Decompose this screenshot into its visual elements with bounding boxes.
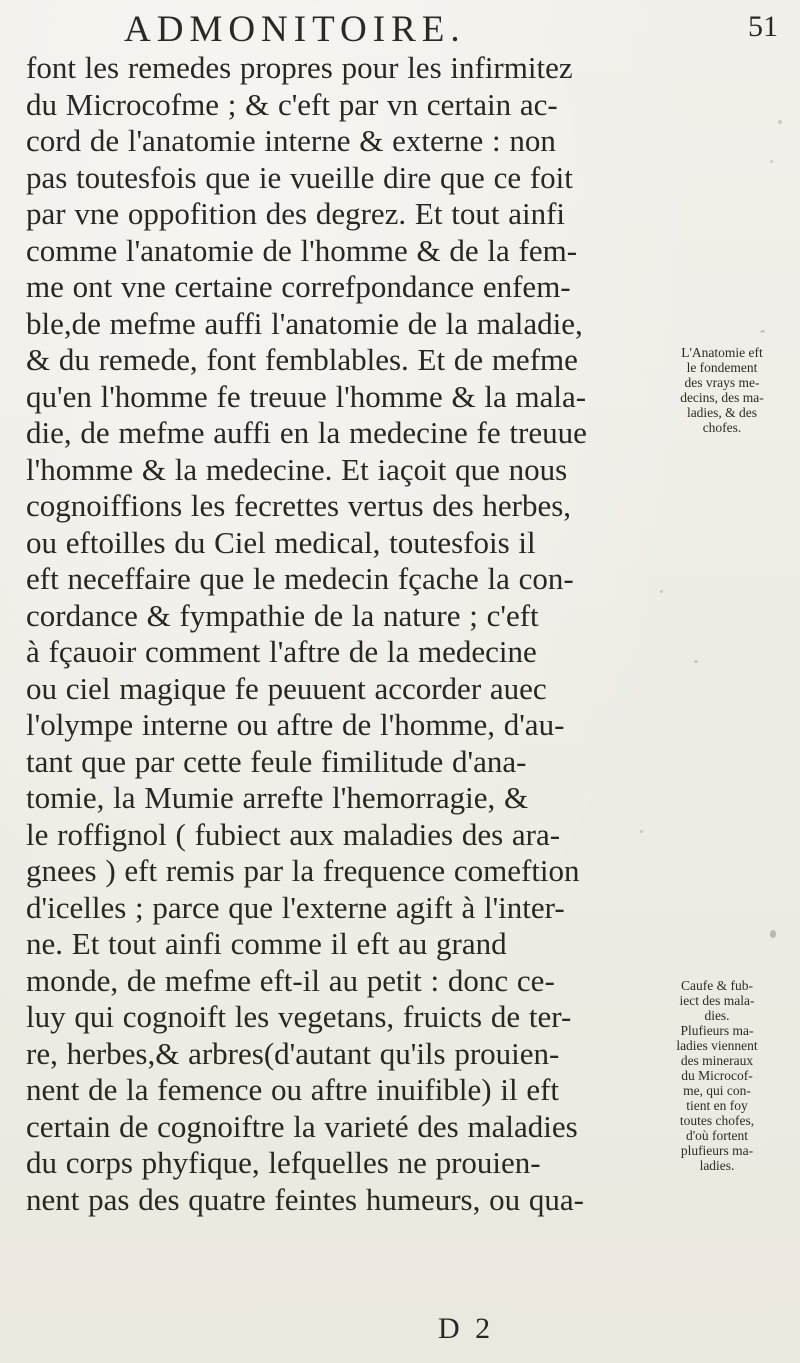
text-line: pas toutesfois que ie vueille dire que ce foit — [26, 159, 573, 195]
text-line: du corps phyfique, lefquelles ne prouien- — [26, 1145, 541, 1180]
margin-note-line: des vrays me- — [684, 375, 760, 390]
paper-speck — [770, 160, 773, 163]
text-line: certain de cognoiftre la varieté des maladies — [26, 1108, 578, 1144]
text-line: l'homme & la medecine. Et iaçoit que nous — [26, 451, 568, 487]
text-line: & du remede, font femblables. Et de mefme — [26, 342, 578, 377]
text-line: die, de mefme auffi en la medecine fe treuue — [26, 415, 587, 450]
margin-note-line: Plufieurs ma- — [680, 1023, 754, 1038]
margin-note-line: Caufe & fub- — [681, 978, 753, 993]
paper-speck — [694, 660, 698, 663]
text-line: par vne oppofition des degrez. Et tout ainfi — [26, 196, 566, 231]
margin-note-line: iect des mala- — [679, 993, 755, 1008]
margin-note-line: tient en foy — [686, 1098, 748, 1113]
text-line: nent de la femence ou aftre inuifible) il eft — [26, 1072, 560, 1107]
margin-note-line: des mineraux — [680, 1053, 754, 1068]
margin-note-line: chofes. — [702, 420, 742, 435]
text-line: l'olympe interne ou aftre de l'homme, d'au- — [26, 707, 565, 742]
margin-note-line: L'Anatomie eft — [681, 345, 763, 360]
paper-speck — [760, 330, 765, 333]
paper-speck — [660, 590, 663, 593]
margin-note-line: du Microcof- — [681, 1068, 753, 1083]
margin-note-line: me, qui con- — [683, 1083, 751, 1098]
margin-note-line: d'où fortent — [685, 1128, 749, 1143]
text-line: tant que par cette feule fimilitude d'ana- — [26, 743, 527, 779]
margin-note-anatomy — [652, 345, 792, 435]
text-line: me ont vne certaine correfpondance enfem- — [26, 269, 571, 304]
text-line: ble,de mefme auffi l'anatomie de la maladie, — [26, 305, 583, 341]
text-line: comme l'anatomie de l'homme & de la fem- — [26, 232, 578, 268]
text-line: font les remedes propres pour les infirmitez — [26, 50, 573, 85]
text-line: à fçauoir comment l'aftre de la medecine — [26, 634, 537, 669]
signature-mark: D 2 — [438, 1312, 495, 1345]
text-line: du Microcofme ; & c'eft par vn certain ac- — [26, 86, 558, 122]
text-line: cordance & fympathie de la nature ; c'eft — [26, 597, 539, 633]
text-line: re, herbes,& arbres(d'autant qu'ils prouien- — [26, 1035, 560, 1071]
paper-speck — [778, 120, 782, 124]
text-line: le roffignol ( fubiect aux maladies des ara- — [26, 816, 561, 852]
margin-note-line: le fondement — [686, 360, 758, 375]
text-line: nent pas des quatre feintes humeurs, ou qua- — [26, 1181, 584, 1217]
margin-note-line: ladies. — [699, 1158, 735, 1173]
margin-note-causes — [646, 978, 788, 1173]
text-line: monde, de mefme eft-il au petit : donc ce- — [26, 962, 555, 998]
margin-note-line: toutes chofes, — [679, 1113, 755, 1128]
margin-note-line: ladies viennent — [676, 1038, 758, 1053]
text-line: ne. Et tout ainfi comme il eft au grand — [26, 926, 507, 961]
text-line: ou eftoilles du Ciel medical, toutesfois il — [26, 524, 536, 560]
running-head-title: ADMONITOIRE. — [124, 9, 466, 50]
text-line: d'icelles ; parce que l'externe agift à l'inter- — [26, 889, 565, 925]
margin-note-line: dies. — [704, 1008, 730, 1023]
text-line: qu'en l'homme fe treuue l'homme & la mala- — [26, 378, 587, 414]
margin-note-line: plufieurs ma- — [680, 1143, 754, 1158]
text-line: luy qui cognoift les vegetans, fruicts de ter- — [26, 999, 572, 1034]
text-line: eft neceffaire que le medecin fçache la con- — [26, 561, 574, 596]
margin-note-line: ladies, & des — [686, 405, 758, 420]
running-head — [0, 4, 800, 54]
paper-speck — [640, 830, 643, 833]
text-line: tomie, la Mumie arrefte l'hemorragie, & — [26, 780, 529, 815]
text-line: cognoiffions les fecrettes vertus des herbes, — [26, 488, 572, 523]
margin-note-line: decins, des ma- — [680, 390, 764, 405]
text-line: ou ciel magique fe peuuent accorder auec — [26, 670, 547, 706]
text-line: gnees ) eft remis par la frequence comeftion — [26, 853, 580, 888]
text-line: cord de l'anatomie interne & externe : non — [26, 123, 556, 158]
page-number: 51 — [748, 10, 778, 43]
paper-speck — [770, 930, 776, 938]
